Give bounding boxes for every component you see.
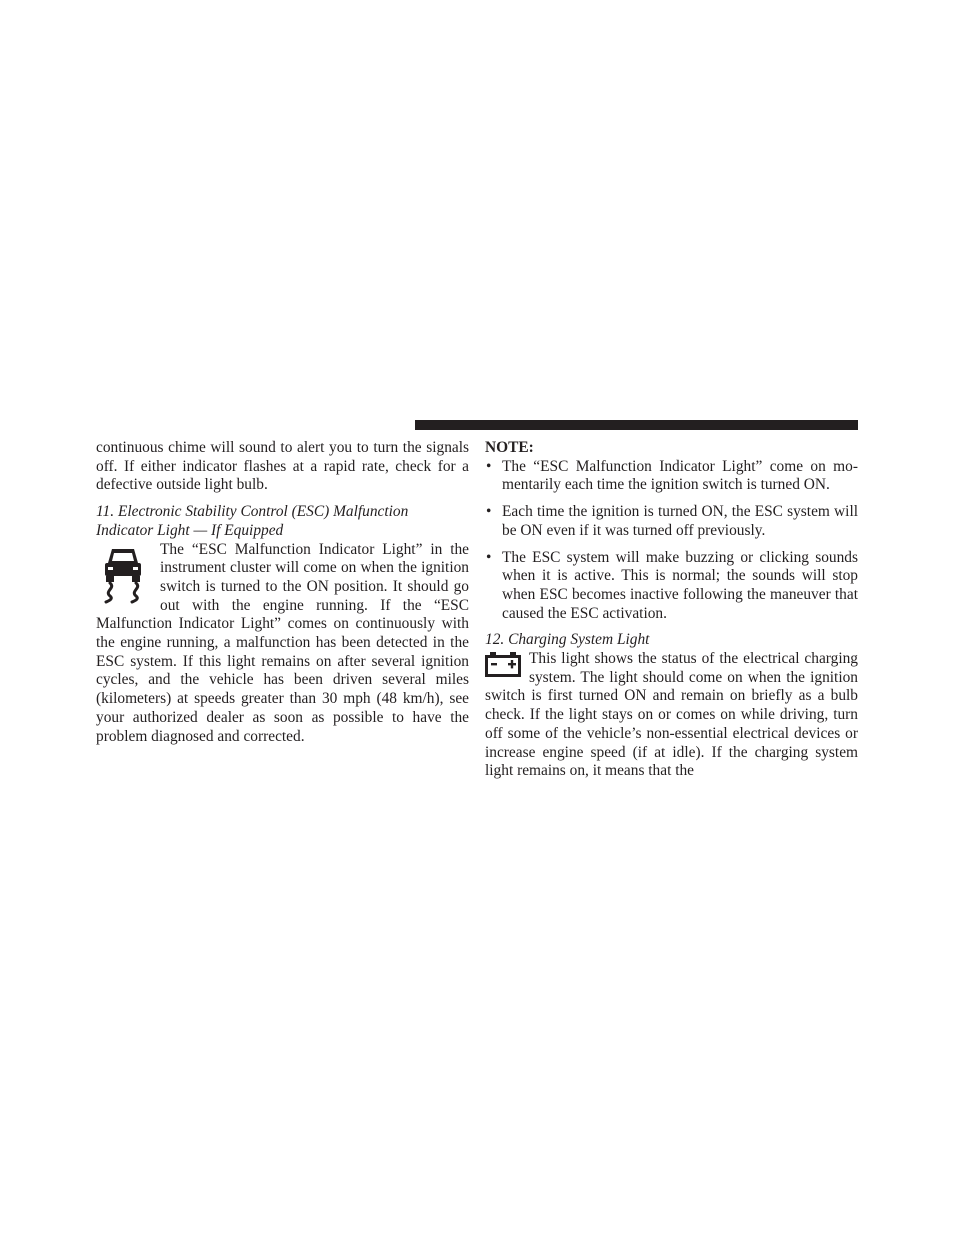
charging-heading: 12. Charging System Light [485, 631, 650, 649]
note-item [485, 503, 858, 540]
note-text: Each time the ignition is turned ON, the ESC system will be ON even if it was turned off previously. [502, 503, 858, 539]
note-item [485, 458, 858, 495]
intro-paragraph: continuous chime will sound to alert you to turn the signals off. If either indicator flashes at a rapid rate, check for a defective outside light bulb. [96, 439, 469, 494]
bullet-glyph: • [486, 548, 492, 566]
esc-body-text: The “ESC Malfunction Indicator Light” in the instrument cluster will come on when the ignition switch is turned to the ON position. It should go out with the engine running. If the “ESC Malfunction Indicator Light” comes on continuously with the engine running, a malfunction has been detected in the ESC system. If this light remains on after several ignition cycles, and the vehicle has been driven several miles (kilometers) at speeds greater than 30 mph (48 km/h), see your authorized dealer as soon as possible to have the problem diagnosed and corrected. [96, 540, 469, 745]
left-column [96, 439, 469, 746]
charging-body-text: This light shows the status of the electrical charging system. The light should come on when the ignition switch is first turned ON and remain on briefly as a bulb check. If the light stays on or comes on while driving, turn off some of the vehicle’s non-essential electrical devices or increase engine speed (if at idle). If the charging system light remains on, it means that the [485, 650, 858, 780]
note-item [485, 549, 858, 624]
note-list [485, 458, 858, 624]
bullet-glyph: • [486, 503, 492, 521]
charging-paragraph-block [485, 650, 858, 781]
right-column [485, 439, 858, 781]
esc-heading: 11. Electronic Stability Control (ESC) Malfunction Indicator Light — If Equipped [96, 503, 409, 539]
note-text: The “ESC Malfunction Indicator Light” come on momentarily each time the ignition switch is turned ON. [502, 457, 858, 494]
section-header-bar [415, 420, 858, 430]
note-label: NOTE: [485, 439, 534, 456]
esc-skidding-car-icon [96, 543, 152, 611]
bullet-glyph: • [486, 457, 492, 475]
esc-paragraph-block [96, 541, 469, 747]
battery-icon [485, 651, 521, 683]
note-text: The ESC system will make buzzing or clicking sounds when it is active. This is normal; the sounds will stop when ESC becomes inactive following the maneuver that caused the ESC activation. [502, 548, 858, 622]
